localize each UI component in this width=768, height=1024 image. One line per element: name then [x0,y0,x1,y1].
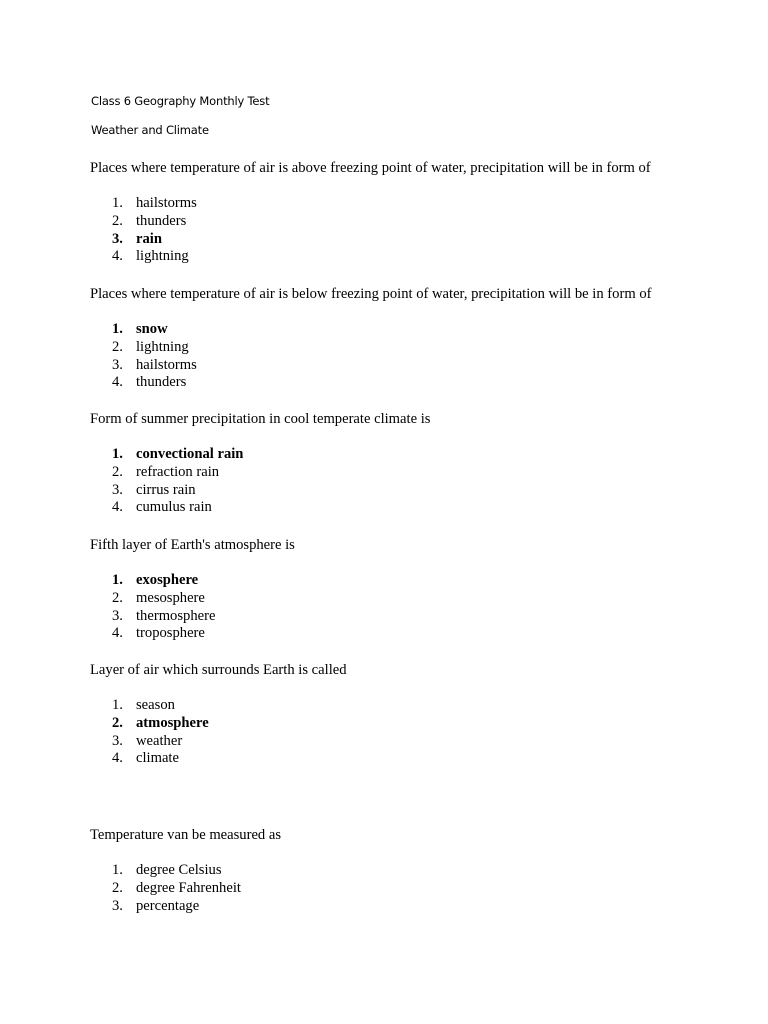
question-6-text: Temperature van be measured as [90,827,282,843]
document-title: Class 6 Geography Monthly Test [91,94,270,108]
document-subtitle: Weather and Climate [91,123,209,137]
question-2-text: Places where temperature of air is below freezing point of water, precipitation will be in form of [90,286,652,302]
question-1-text: Places where temperature of air is above freezing point of water, precipitation will be in form of [90,160,651,176]
document-page: Class 6 Geography Monthly Test Weather and Climate Places where temperature of air is above freezing point of water, precipitation will be in form of 1. hailstorms 2. thunders 3. rain 4. lightning Places where temperature of air is below freezing point of water, precipitation will be in form of 1. snow 2. lightning 3. hailstorms 4. thunders Form of summer precipitation in cool temperate climate is 1. convectional rain 2. refraction rain 3. cirrus rain 4. cumulus rain Fifth layer of Earth's atmosphere is 1. exosphere 2. mesosphere 3. thermosphere 4. troposphere Layer of air which surrounds Earth is called 1. season 2. atmosphere 3. weather 4. climate Temperature van be measured as 1. degree Celsius 2. degree Fahrenheit 3. percentage [0,0,768,1024]
question-5-text: Layer of air which surrounds Earth is called [90,662,347,678]
question-3-text: Form of summer precipitation in cool temperate climate is [90,411,431,427]
question-4-text: Fifth layer of Earth's atmosphere is [90,537,295,553]
